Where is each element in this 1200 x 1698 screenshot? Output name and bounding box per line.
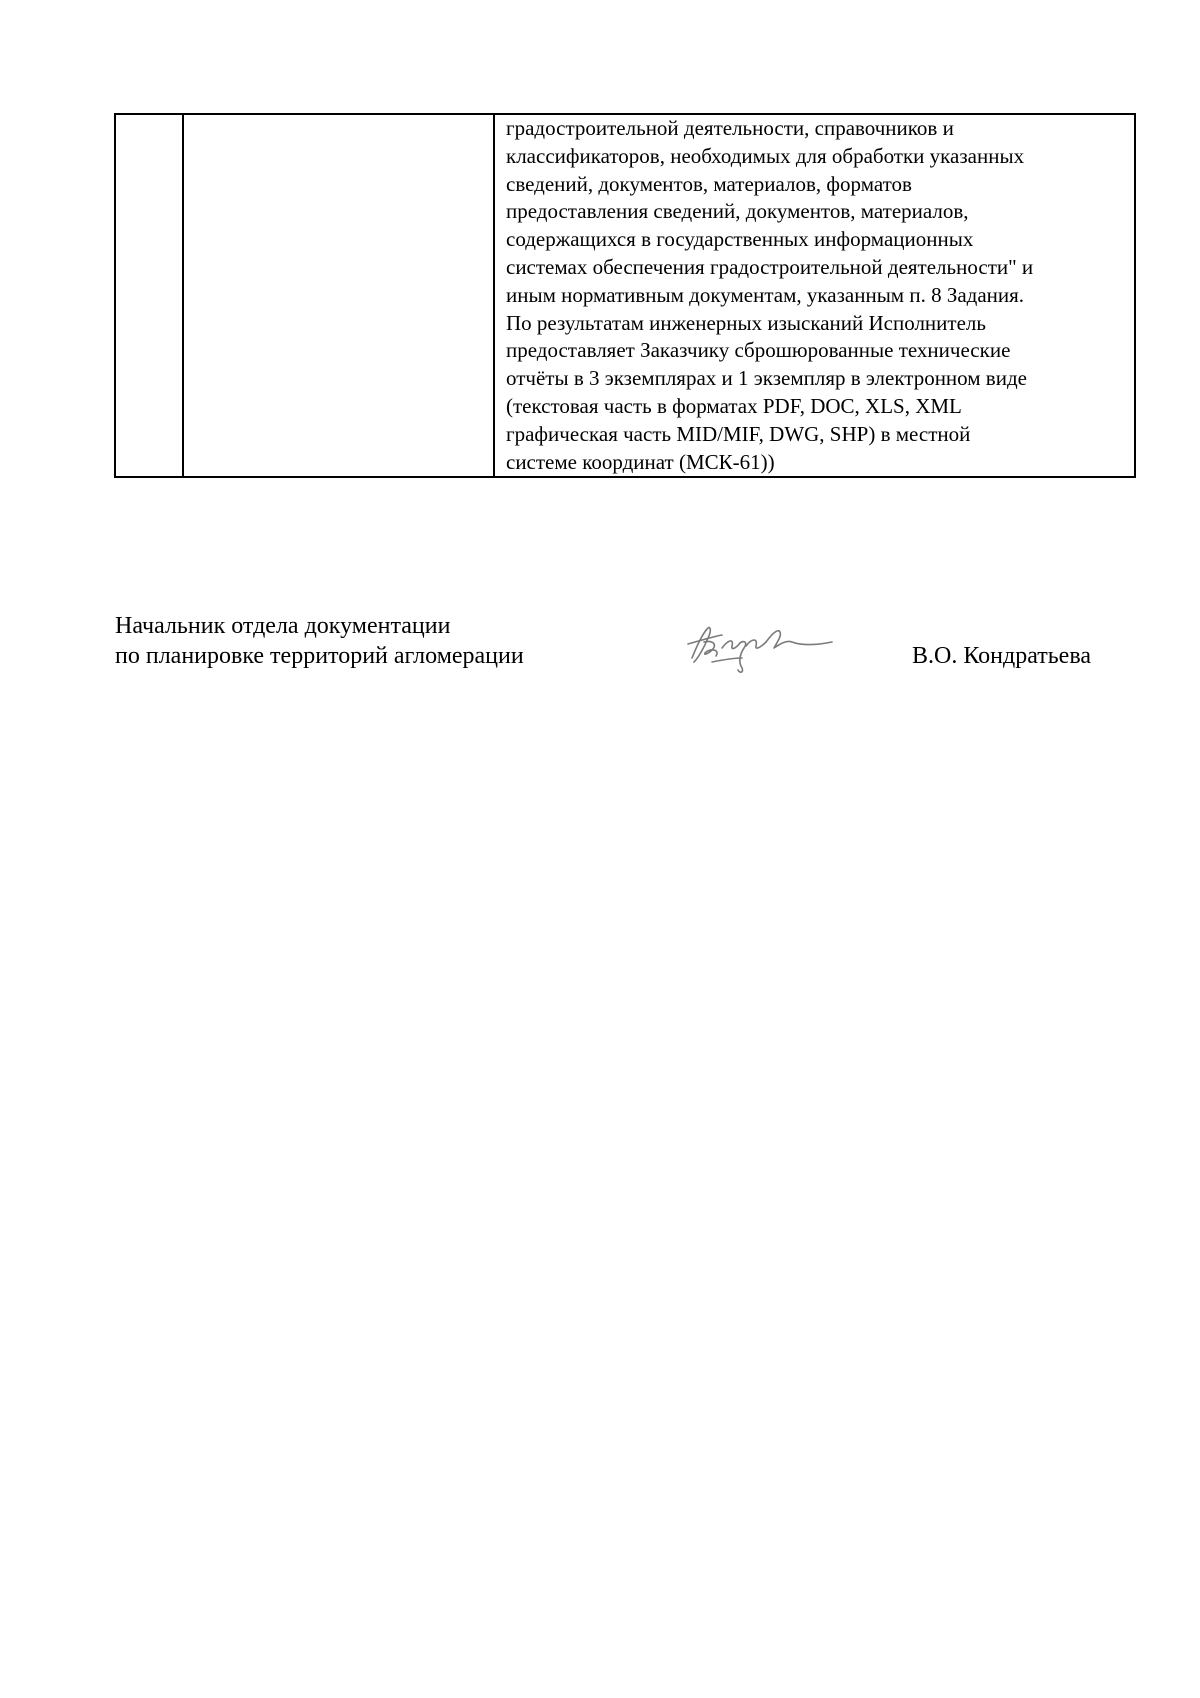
signer-position-line: по планировке территорий агломерации <box>115 643 524 669</box>
requirement-line: графическая часть MID/MIF, DWG, SHP) в местной <box>506 421 971 446</box>
requirement-line: системе координат (МСК-61)) <box>506 449 775 474</box>
requirement-line: (текстовая часть в форматах PDF, DOC, XLS, XML <box>506 393 962 418</box>
table-row <box>115 114 1135 477</box>
row-number-cell <box>115 114 183 477</box>
row-name-cell <box>183 114 494 477</box>
signer-position <box>115 611 524 671</box>
requirement-line: отчёты в 3 экземплярах и 1 экземпляр в электронном виде <box>506 366 1027 391</box>
requirement-line: классификаторов, необходимых для обработки указанных <box>506 143 1025 168</box>
requirement-line: предоставления сведений, документов, материалов, <box>506 199 969 224</box>
requirements-table <box>114 113 1136 478</box>
requirement-line: предоставляет Заказчику сброшюрованные технические <box>506 338 1011 363</box>
requirement-line: По результатам инженерных изысканий Исполнитель <box>506 310 986 335</box>
handwritten-signature <box>682 618 852 678</box>
row-requirements-cell <box>494 114 1135 477</box>
requirement-line: содержащихся в государственных информационных <box>506 227 974 252</box>
requirement-line: иным нормативным документам, указанным п. 8 Задания. <box>506 282 1025 307</box>
requirement-line: градостроительной деятельности, справочников и <box>506 116 954 140</box>
requirement-line: сведений, документов, материалов, форматов <box>506 171 912 196</box>
signer-name: В.О. Кондратьева <box>912 643 1091 669</box>
requirement-line: системах обеспечения градостроительной деятельности" и <box>506 254 1034 279</box>
signer-position-line: Начальник отдела документации <box>115 613 451 639</box>
